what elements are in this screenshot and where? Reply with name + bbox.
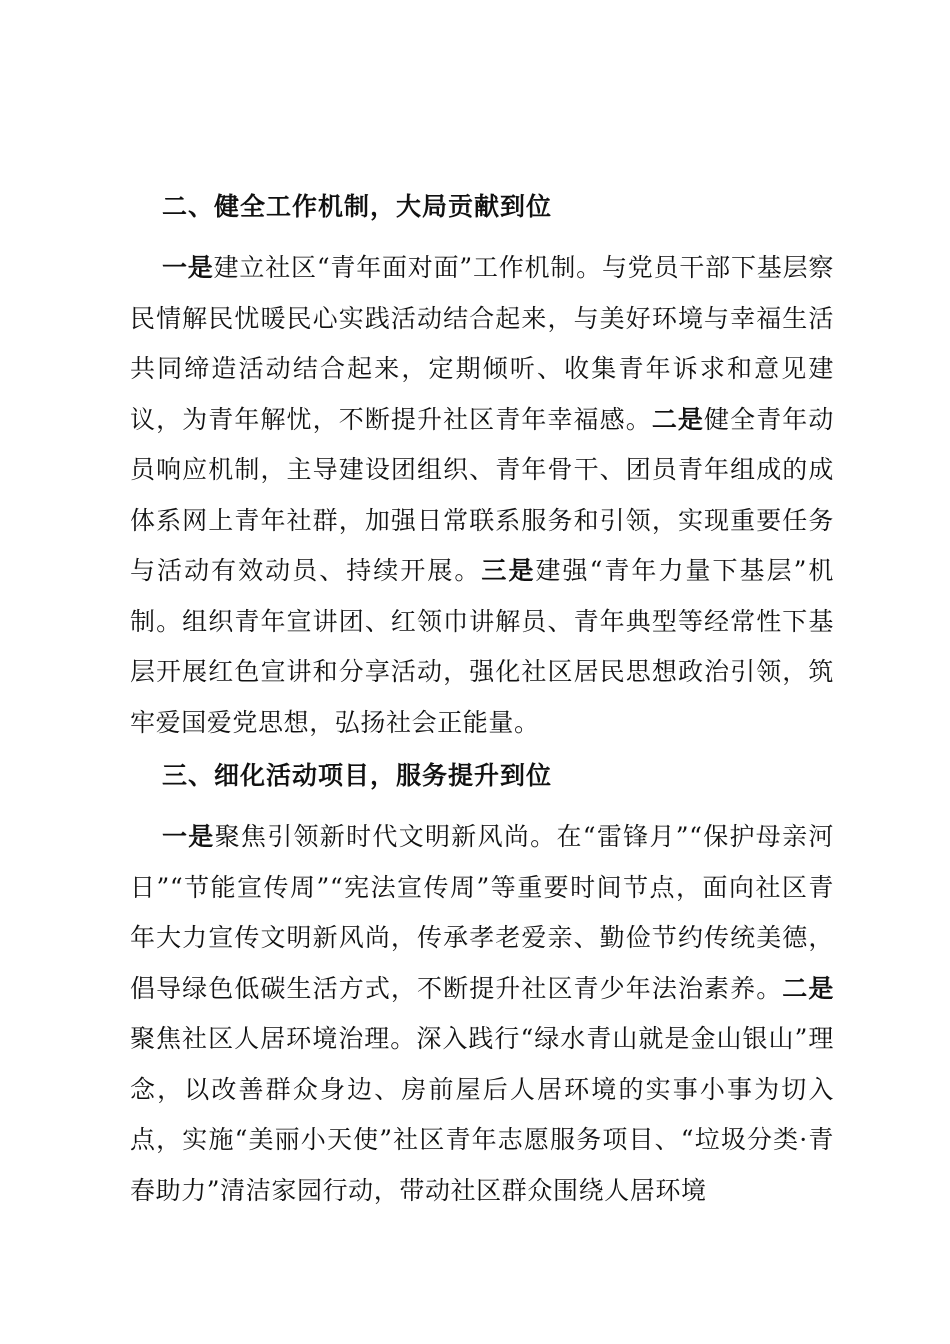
item-text: 聚焦社区人居环境治理。深入践行“绿水青山就是金山银山”理念，以改善群众身边、房前屋后人居环境的实事小事为切入点，实施“美丽小天使”社区青年志愿服务项目、“垃圾分类·青春助力”清洁家园行动，带动社区群众围绕人居环境 bbox=[130, 1024, 834, 1205]
item-lead: 三是 bbox=[481, 556, 536, 585]
item-lead: 一是 bbox=[162, 253, 214, 282]
item-text: 建强“青年力量下基层”机制。组织青年宣讲团、红领巾讲解员、青年典型等经常性下基层开展红色宣讲和分享活动，强化社区居民思想政治引领，筑牢爱国爱党思想，弘扬社会正能量。 bbox=[130, 556, 835, 737]
section-heading-3: 三、细化活动项目，服务提升到位 bbox=[162, 761, 553, 790]
item-lead: 一是 bbox=[162, 822, 215, 851]
item-text: 建立社区“青年面对面”工作机制。与党员干部下基层察民情解民忧暖民心实践活动结合起来，与美好环境与幸福生活共同缔造活动结合起来，定期倾听、收集青年诉求和意见建议，为青年解忧，不断提升社区青年幸福感。 bbox=[130, 253, 834, 434]
item-text: 健全青年动员响应机制，主导建设团组织、青年骨干、团员青年组成的成体系网上青年社群，加强日常联系服务和引领，实现重要任务与活动有效动员、持续开展。 bbox=[130, 404, 834, 585]
section-2-paragraph bbox=[130, 243, 834, 748]
section-3-paragraph bbox=[130, 812, 834, 1216]
item-lead: 二是 bbox=[651, 404, 705, 434]
document-page bbox=[130, 183, 834, 1220]
item-lead: 二是 bbox=[782, 973, 834, 1003]
section-heading-2: 二、健全工作机制，大局贡献到位 bbox=[162, 192, 553, 221]
item-text: 聚焦引领新时代文明新风尚。在“雷锋月”“保护母亲河日”“节能宣传周”“宪法宣传周”等重要时间节点，面向社区青年大力宣传文明新风尚，传承孝老爱亲、勤俭节约传统美德，倡导绿色低碳生活方式，不断提升社区青少年法治素养。 bbox=[130, 822, 834, 1003]
